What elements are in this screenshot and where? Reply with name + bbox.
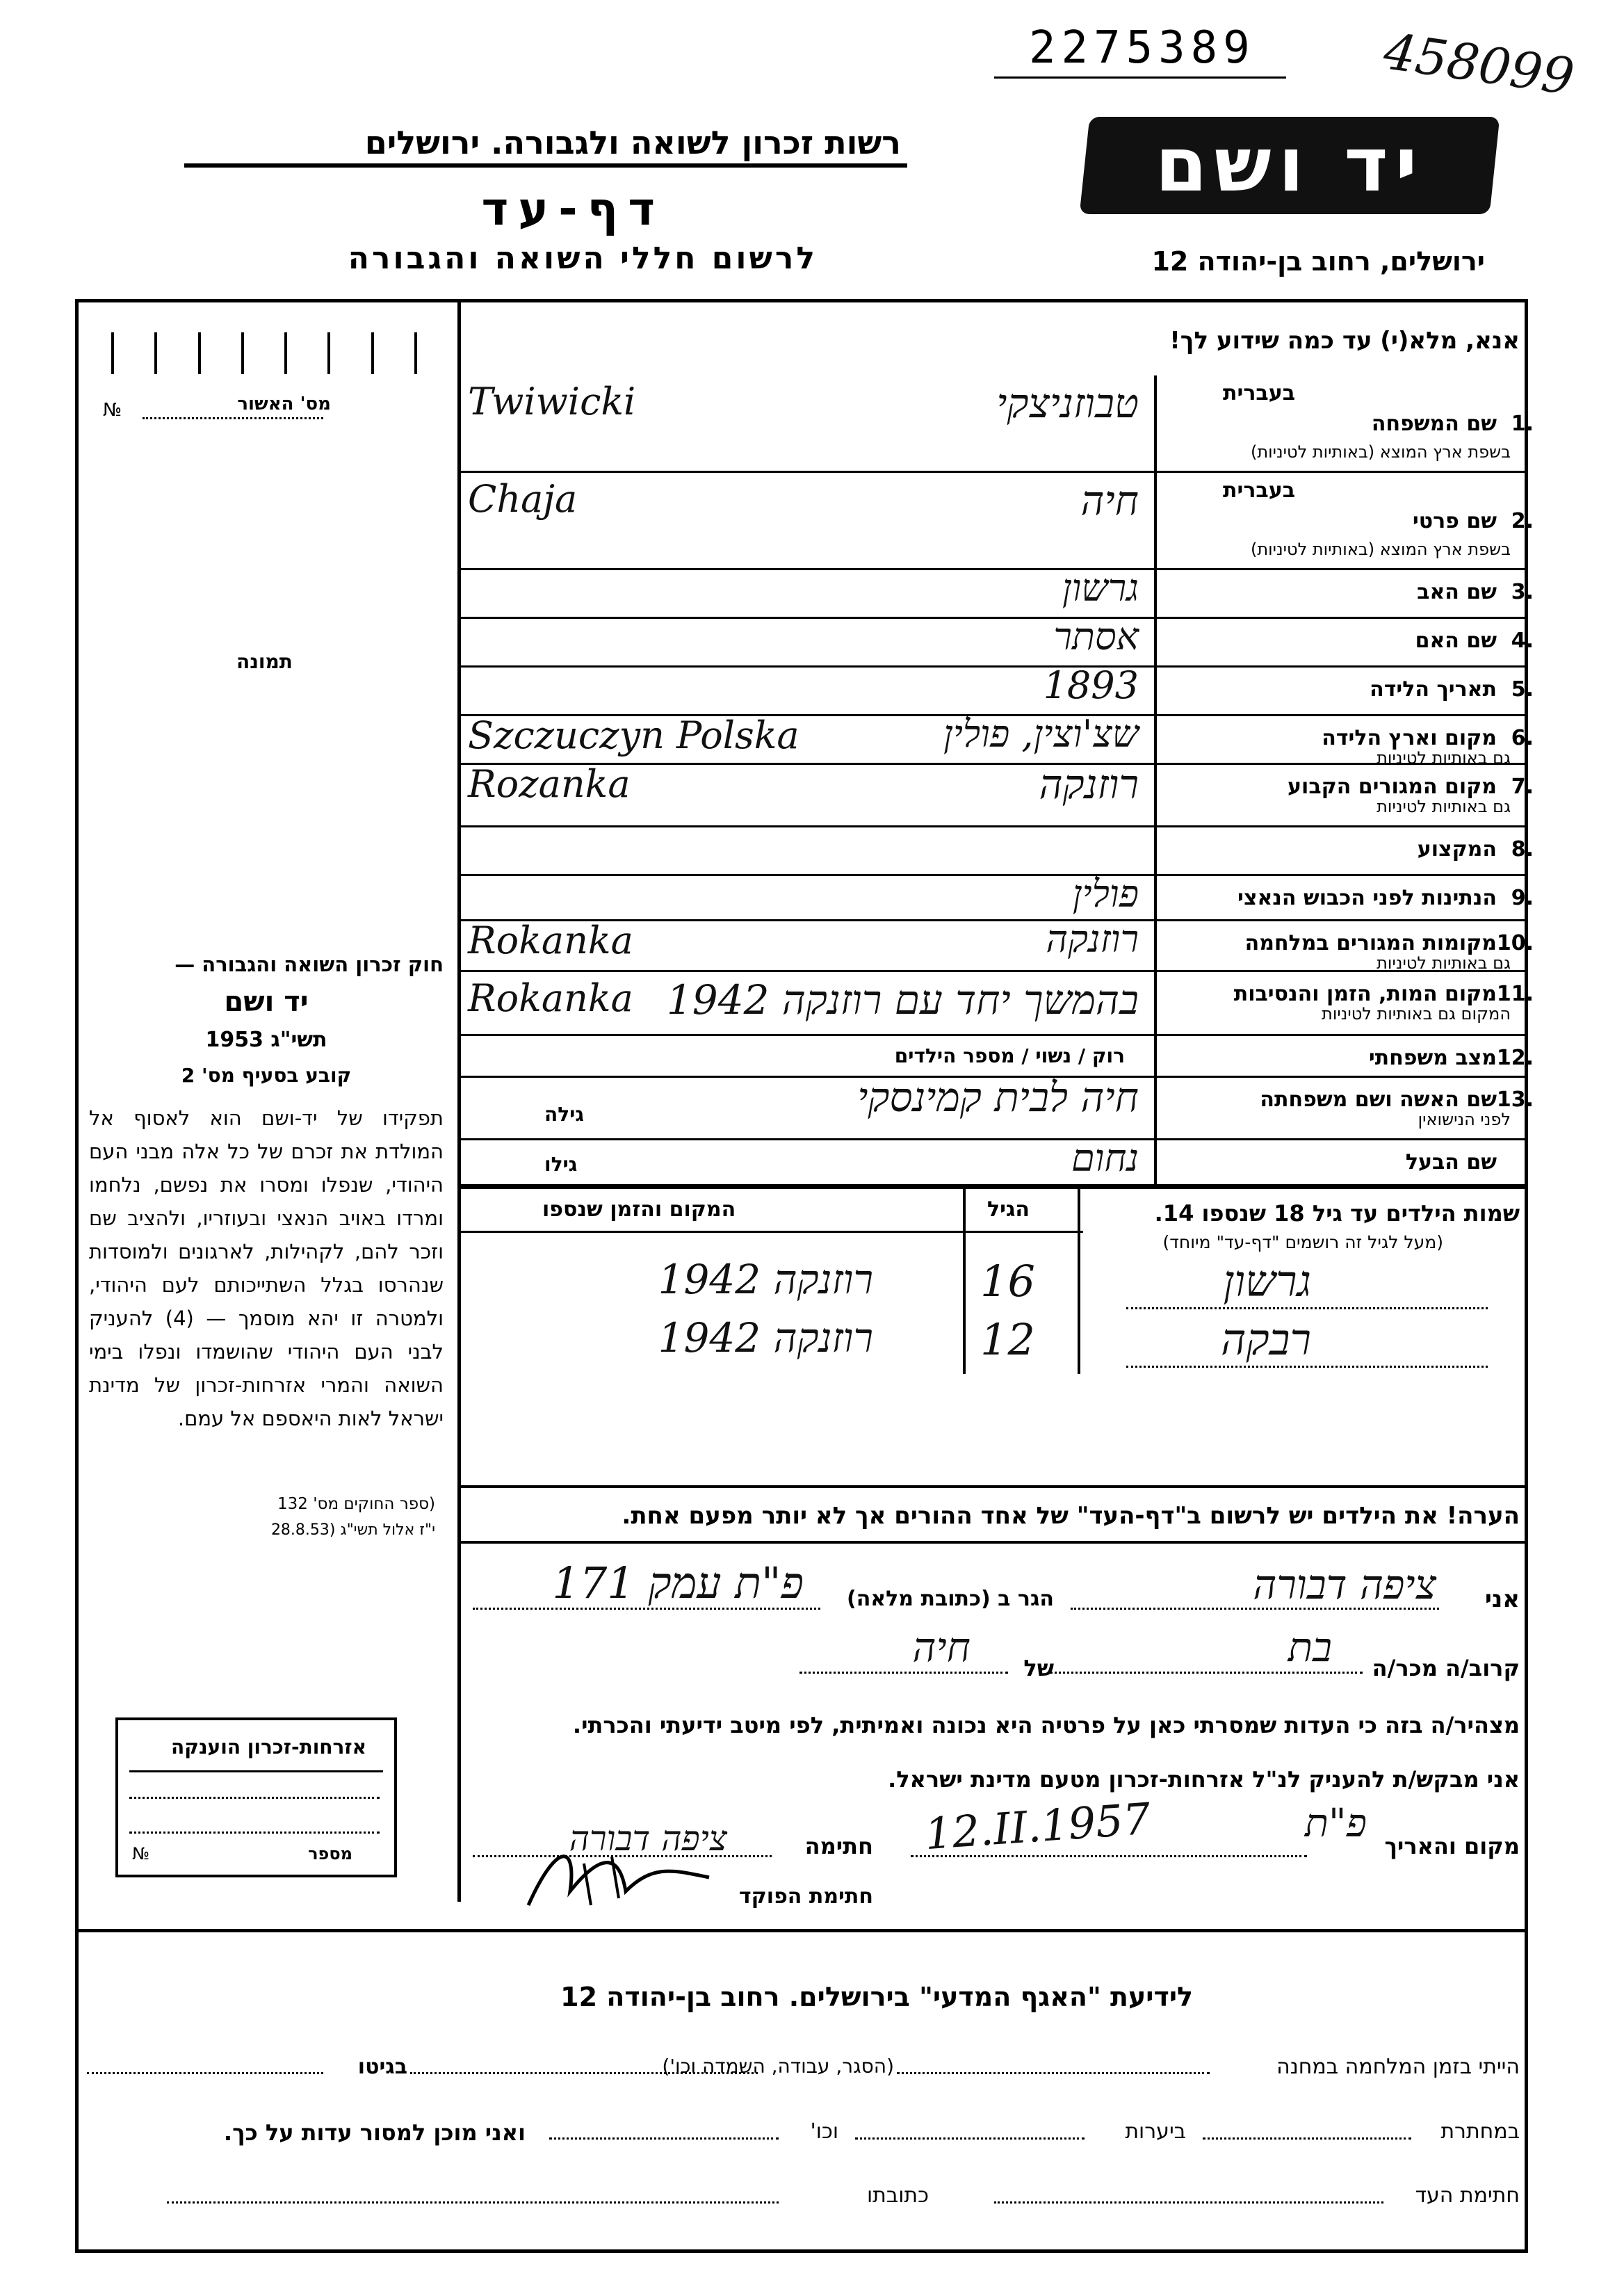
field-hebrew-value: בהמשך יחד עם רוזנקה 1942 <box>666 976 1139 1024</box>
field-row-12 <box>461 1036 1534 1078</box>
instruction-text: אנא, מלא(י) עד כמה שידוע לך! <box>1169 327 1520 355</box>
field-row-1 <box>461 375 1534 473</box>
child-1-name: גרשון <box>1223 1256 1311 1307</box>
field-latin-value: Rokanka <box>468 919 633 962</box>
field-sublabel: המקום גם באותיות לטיניות <box>1322 1004 1511 1024</box>
footer-line2-c: וכו' <box>810 2119 838 2144</box>
field-number: 6. <box>1511 726 1534 750</box>
field-row-14 <box>461 1136 1528 1186</box>
citizenship-box <box>115 1717 397 1877</box>
field-sublabel: גם באותיות לטיניות <box>1377 953 1511 973</box>
children-col-rule-1 <box>963 1186 966 1374</box>
field-latin-value: Chaja <box>468 477 578 521</box>
field-label: מצב משפחתי <box>1368 1046 1497 1070</box>
declaration-signature-label: חתימה <box>804 1833 873 1859</box>
footer-title: לידיעת "האגף המדעי" בירושלים. רחוב בן-יהודה 12 <box>560 1982 1193 2012</box>
institution-underline <box>184 163 907 168</box>
field-number: 12. <box>1496 1046 1534 1070</box>
handwritten-ref: 458099 <box>1380 22 1578 106</box>
footer-line1-c: בגיטו <box>357 2055 407 2079</box>
field-sublabel: גם באותיות לטיניות <box>1377 748 1511 768</box>
field-hebrew-value: טבוזניצקי <box>996 380 1139 427</box>
field-row-10 <box>461 917 1534 973</box>
field-label: שם הבעל <box>1405 1150 1497 1174</box>
yad-vashem-logo <box>1080 117 1500 214</box>
declaration-place-value: פ"ת <box>1304 1801 1367 1846</box>
field-sublabel: לפני הנישואין <box>1418 1110 1511 1129</box>
field-label: שם האם <box>1415 629 1497 653</box>
children-age-header: הגיל <box>987 1197 1030 1222</box>
law-name: יד ושם <box>224 986 309 1018</box>
age-label: גילו <box>544 1153 578 1176</box>
law-year: תשי"ג 1953 <box>205 1028 327 1052</box>
citizenship-box-title: אזרחות-זכרון הוענקה <box>171 1736 366 1758</box>
field-number: 11. <box>1496 982 1534 1006</box>
declaration-signature-value: ציפה דבורה <box>569 1818 727 1859</box>
official-signature-scribble <box>514 1829 723 1919</box>
note-text: הערה! את הילדים יש לרשום ב"דף-העד" של אחד ההורים אך לא יותר מפעם אחת. <box>622 1502 1520 1530</box>
stamp-number: 2275389 <box>1029 22 1256 74</box>
law-ref-2: י"ז אלול תשי"ג (28.8.53 <box>270 1521 435 1539</box>
field-row-5 <box>461 663 1534 716</box>
field-label: מקום המגורים הקבוע <box>1288 775 1497 799</box>
declaration-address-value: פ"ת עמק 171 <box>552 1558 804 1608</box>
field-number: 1. <box>1511 412 1534 436</box>
children-sub: (מעל לגיל זה רושמים "דף-עד" מיוחד) <box>1162 1232 1443 1252</box>
field-number: 4. <box>1511 629 1534 653</box>
approval-ticks <box>111 332 417 374</box>
form-title: דף-עד <box>481 182 665 236</box>
declaration-relation-value: בת <box>1288 1624 1332 1671</box>
field-number: 3. <box>1511 580 1534 604</box>
footer-line2-b: ביערות <box>1125 2119 1186 2144</box>
field-hebrew-value: רוזנקה <box>1046 917 1139 961</box>
field-number: 8. <box>1511 837 1534 862</box>
declaration-i-label: אני <box>1484 1585 1520 1613</box>
citizenship-number-label: מספר <box>308 1844 352 1863</box>
field-hebrew-value: אסתר <box>1053 615 1139 658</box>
field-number: 2. <box>1511 509 1534 533</box>
children-top-rule <box>457 1186 1528 1189</box>
no-sign-icon: № <box>103 400 122 421</box>
field-number: 5. <box>1511 677 1534 702</box>
field-row-8 <box>461 827 1534 876</box>
children-header-rule <box>457 1231 1083 1233</box>
age-label: גילה <box>544 1103 584 1126</box>
field-sublabel: בשפת ארץ המוצא (באותיות לטיניות) <box>1251 442 1511 462</box>
field-number: 10. <box>1496 931 1534 955</box>
field-number: 9. <box>1511 886 1534 910</box>
form-subtitle: לרשום חללי השואה והגבורה <box>348 241 818 276</box>
footer-line3-b: כתובתו <box>867 2183 929 2208</box>
field-hebrew-value: פולין <box>1072 872 1139 916</box>
field-row-2 <box>461 473 1534 570</box>
child-1-place: רוזנקה 1942 <box>658 1256 873 1303</box>
field-label: שם האשה ושם משפחתה <box>1260 1088 1497 1112</box>
field-row-3 <box>461 566 1534 619</box>
institution-name: רשות זכרון לשואה ולגבורה. ירושלים <box>364 124 901 161</box>
field-row-6 <box>461 712 1534 768</box>
law-ref-1: (ספר החוקים מס' 132 <box>277 1495 435 1513</box>
field-hebrew-value: נחום <box>1071 1136 1139 1180</box>
field-hebrew-value: שצ'וצין, פולין <box>943 712 1139 756</box>
declaration-place-date-label: מקום והאריך <box>1384 1833 1520 1859</box>
citizenship-no-sign: № <box>132 1844 149 1863</box>
declaration-of-label: של <box>1023 1655 1054 1681</box>
field-row-4 <box>461 615 1534 668</box>
footer-line3-a: חתימת העד <box>1415 2183 1520 2208</box>
footer-line2-a: במחתרת <box>1440 2119 1520 2144</box>
child-2-age: 12 <box>980 1314 1035 1365</box>
photo-label: תמונה <box>236 650 293 673</box>
field-latin-value: Rozanka <box>468 762 631 806</box>
approval-no-field <box>143 417 323 419</box>
law-clause: קובע בסעיף מס' 2 <box>181 1064 352 1087</box>
children-col-rule-2 <box>1078 1186 1080 1374</box>
declaration-of-value: חיה <box>912 1624 971 1671</box>
law-text: תפקידו של יד-ושם הוא לאסוף אל המולדת את זכרם של כל אלה מבני העם היהודי, שנפלו ומסרו את נפשם, נלחמו ומרדו באויב הנאצי ובעוזריו, ולהציב שם וזכר להם, לקהילות, לארגונים ולמוסדות שנהרסו בגלל השתייכותם לעם היהודי, ולמטרה זו יהא מוסמך — (4) להעניק לבני העם היהודי שהושמדו ונפלו בימי השואה והמרי אזרחות-זכרון של מדינת ישראל לאות היאספם אל עמם. <box>89 1106 444 1430</box>
declaration-statement: מצהיר/ה בזה כי העדות שמסרתי כאן על פרטיה היא נכונה ואמיתית, לפי מיטב ידיעתי והכרתי. <box>572 1712 1520 1738</box>
field-sublabel: בשפת ארץ המוצא (באותיות לטיניות) <box>1251 540 1511 559</box>
child-1-age: 16 <box>980 1256 1035 1307</box>
field-hebrew-tag: בעברית <box>1223 478 1295 503</box>
field-label: הנתינות לפני הכבוש הנאצי <box>1237 886 1497 910</box>
field-latin-value: Twiwicki <box>468 380 636 423</box>
child-2-name: רבקה <box>1221 1314 1311 1365</box>
children-label-text: שמות הילדים עד גיל 18 שנספו <box>1201 1200 1520 1227</box>
field-row-7 <box>461 761 1534 827</box>
field-label: מקומות המגורים במלחמה <box>1244 931 1497 955</box>
footer-line1-b: (הסגר, עבודה, השמדה וכו') <box>662 2055 894 2078</box>
note-top-rule <box>457 1485 1528 1488</box>
field-label: המקצוע <box>1417 837 1497 862</box>
field-label: מקום וארץ הלידה <box>1322 726 1497 750</box>
children-place-header: המקום והזמן שנספו <box>542 1197 736 1222</box>
declaration-i-value: ציפה דבורה <box>1253 1561 1436 1608</box>
note-bottom-rule <box>457 1541 1528 1544</box>
field-row-11 <box>461 972 1534 1036</box>
field-latin-value: Szczuczyn Polska <box>468 713 799 757</box>
official-signature-label: חתימת הפוקד <box>739 1884 873 1909</box>
field-label: שם פרטי <box>1412 509 1497 533</box>
stamp-underline <box>994 76 1286 79</box>
declaration-relation-label: קרוב/ה מכר/ה <box>1372 1655 1520 1681</box>
marital-options: רוק / נשוי / מספר הילדים <box>894 1044 1125 1067</box>
field-latin-value: Rokanka <box>468 976 633 1020</box>
law-title: חוק זכרון השואה והגבורה — <box>174 953 444 976</box>
declaration-date-value: 12.II.1957 <box>923 1793 1153 1860</box>
field-label: שם המשפחה <box>1371 412 1497 436</box>
footer-top-rule <box>75 1929 1528 1932</box>
field-label: שם האב <box>1417 580 1497 604</box>
field-hebrew-value: חיה <box>1080 477 1139 524</box>
field-sublabel: גם באותיות לטיניות <box>1377 797 1511 816</box>
declaration-request: אני מבקש/ת להעניק לנ"ל אזרחות-זכרון מטעם מדינת ישראל. <box>888 1766 1520 1793</box>
children-label <box>1155 1200 1520 1227</box>
field-hebrew-value: 1893 <box>1043 663 1139 707</box>
field-hebrew-value: חיה לבית קמינסקי <box>857 1074 1139 1121</box>
field-number: 7. <box>1511 775 1534 799</box>
field-label: תאריך הלידה <box>1370 677 1497 702</box>
field-row-9 <box>461 872 1534 921</box>
address: ירושלים, רחוב בן-יהודה 12 <box>1151 246 1485 277</box>
children-num: 14. <box>1154 1200 1194 1227</box>
field-number: 13. <box>1496 1088 1534 1112</box>
field-label: מקום המות, הזמן והנסיבות <box>1233 982 1497 1006</box>
field-hebrew-value: רוזנקה <box>1039 761 1139 808</box>
approval-no-label: מס' האשור <box>237 394 331 414</box>
field-hebrew-value: גרשון <box>1062 566 1139 610</box>
child-2-place: רוזנקה 1942 <box>658 1314 873 1361</box>
logo-text: יד ושם <box>1155 122 1424 209</box>
footer-line2-d: ואני מוכן למסור עדות על כך. <box>223 2119 526 2146</box>
field-row-13 <box>461 1074 1534 1140</box>
declaration-address-label: הגר ב (כתובת מלאה) <box>846 1587 1054 1611</box>
field-hebrew-tag: בעברית <box>1223 381 1295 405</box>
footer-line1-a: הייתי בזמן המלחמה במחנה <box>1276 2055 1520 2079</box>
